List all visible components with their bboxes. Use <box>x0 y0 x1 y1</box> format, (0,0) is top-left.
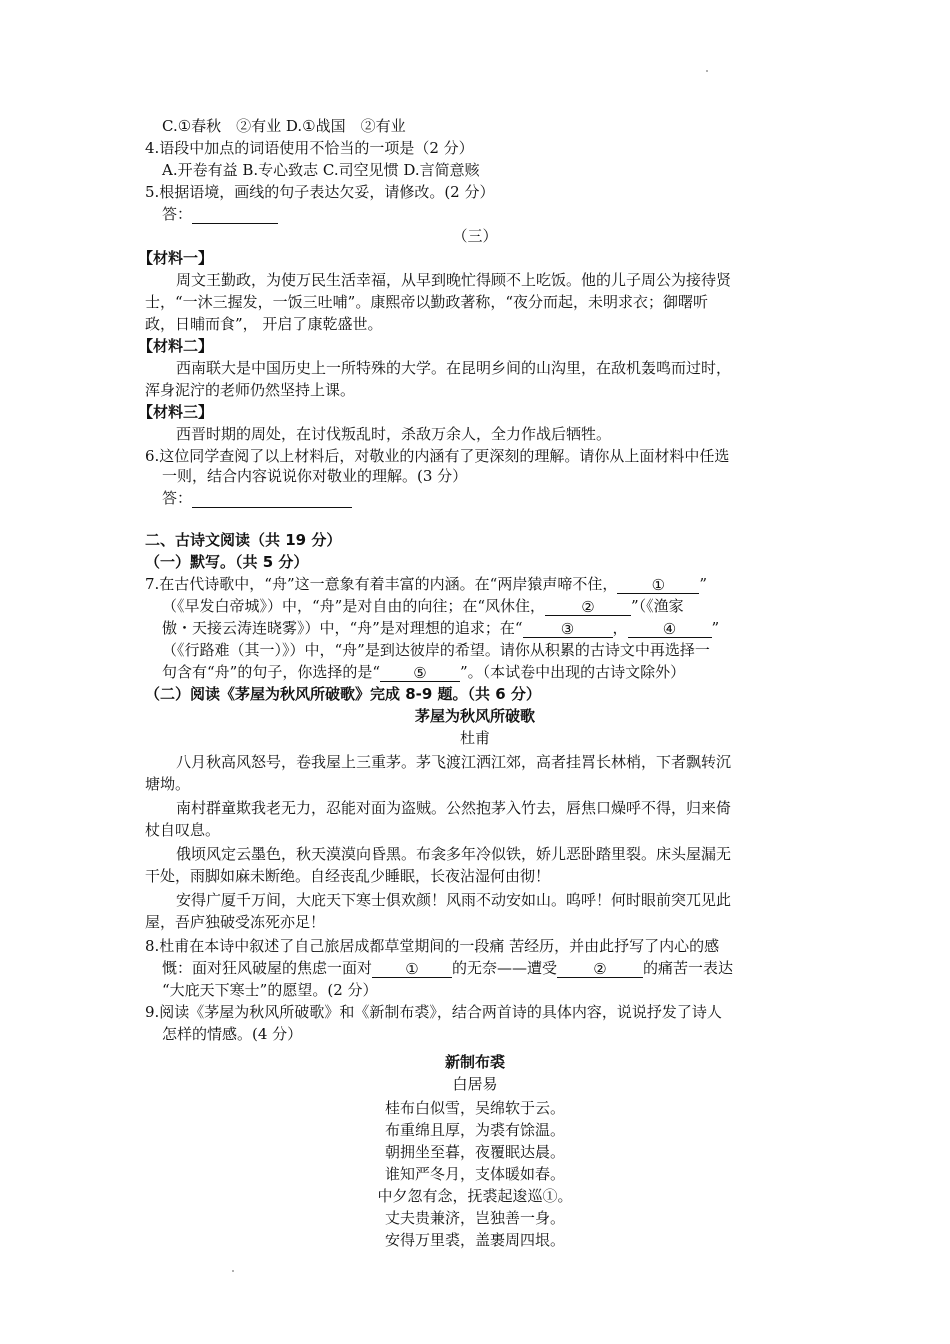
q7-text: ” <box>711 619 720 637</box>
q7-text: 句含有“舟”的句子，你选择的是“ <box>162 663 381 681</box>
material2-line: 浑身泥泞的老师仍然坚持上课。 <box>145 381 356 399</box>
q7-line <box>162 596 684 616</box>
q8-text: 慨：面对狂风破屋的焦虑一面对 <box>162 959 373 977</box>
section2-sub1: （一）默写。（共 5 分） <box>145 553 309 571</box>
poem1-line: 屋，吾庐独破受冻死亦足！ <box>145 913 326 931</box>
q7-line <box>145 574 707 594</box>
poem1-title: 茅屋为秋风所破歌 <box>414 707 535 725</box>
q8-line <box>162 958 733 978</box>
q7-text: ， <box>612 619 628 637</box>
q7-text: 7.在古代诗歌中，“舟”这一意象有着丰富的内涵。在“两岸猿声啼不住， <box>145 575 618 593</box>
poem2-line: 中夕忽有念，抚裘起逡巡①。 <box>377 1187 573 1205</box>
q7-line <box>162 662 685 682</box>
poem1-author: 杜甫 <box>459 729 490 747</box>
q7-line <box>162 618 719 638</box>
material1-line: 政，日晡而食”， 开启了康乾盛世。 <box>145 315 383 333</box>
q6-answer-blank[interactable] <box>192 489 352 508</box>
q9-stem: 怎样的情感。(4 分） <box>162 1025 303 1043</box>
material3-line: 西晋时期的周处，在讨伐叛乱时，杀敌万余人，全力作战后牺牲。 <box>176 425 612 443</box>
material1-line: 周文王勤政，为使万民生活幸福，从早到晚忙得顾不上吃饭。他的儿子周公为接待贤 <box>176 271 732 289</box>
poem1-line: 干处，雨脚如麻未断绝。自经丧乱少睡眠，长夜沾湿何由彻！ <box>145 867 551 885</box>
q7-text: ” <box>699 575 707 593</box>
q8-text: 的无奈——遭受 <box>452 959 558 977</box>
answer-label: 答： <box>162 205 193 223</box>
q5-answer <box>162 204 278 224</box>
material3-title: 【材料三】 <box>138 403 214 421</box>
q7-text: ”（《渔家 <box>631 597 684 615</box>
q6-answer <box>162 488 352 508</box>
poem1-line: 杖自叹息。 <box>145 821 221 839</box>
section2-sub2: （二）阅读《茅屋为秋风所破歌》完成 8-9 题。（共 6 分） <box>145 685 541 703</box>
q9-stem: 9.阅读《茅屋为秋风所破歌》和《新制布裘》，结合两首诗的具体内容，说说抒发了诗人 <box>145 1003 722 1021</box>
q5-answer-blank[interactable] <box>192 205 278 224</box>
poem1-line: 安得广厦千万间，大庇天下寒士俱欢颜！风雨不动安如山。呜呼！何时眼前突兀见此 <box>176 891 732 909</box>
poem2-line: 丈夫贵兼济，岂独善一身。 <box>384 1209 565 1227</box>
poem2-title: 新制布裘 <box>444 1053 505 1071</box>
section2-title: 二、古诗文阅读（共 19 分） <box>145 531 342 549</box>
poem2-line: 布重绵且厚，为裘有馀温。 <box>384 1121 565 1139</box>
q7-text: （《早发白帝城》）中，“舟”是对自由的向往；在“风休住， <box>162 597 546 615</box>
poem1-line: 俄顷风定云墨色，秋天漠漠向昏黑。布衾多年冷似铁，娇儿恶卧踏里裂。床头屋漏无 <box>176 845 732 863</box>
material2-title: 【材料二】 <box>138 337 214 355</box>
q8-line: “大庇天下寒士”的愿望。(2 分） <box>162 981 378 999</box>
q7-blank-4[interactable]: ④ <box>628 619 712 638</box>
q7-line: （《行路难（其一）》）中，“舟”是到达彼岸的希望。请你从积累的古诗文中再选择一 <box>162 641 710 659</box>
poem1-line: 八月秋高风怒号，卷我屋上三重茅。茅飞渡江洒江郊，高者挂罥长林梢，下者飘转沉 <box>176 753 732 771</box>
q6-stem: 6.这位同学查阅了以上材料后，对敬业的内涵有了更深刻的理解。请你从上面材料中任选 <box>145 447 730 465</box>
material2-line: 西南联大是中国历史上一所特殊的大学。在昆明乡间的山沟里，在敌机轰鸣而过时， <box>176 359 732 377</box>
scan-speck <box>232 1270 234 1272</box>
q8-stem: 8.杜甫在本诗中叙述了自己旅居成都草堂期间的一段痛 苦经历，并由此抒写了内心的感 <box>145 937 720 955</box>
q4-options: A.开卷有益 B.专心致志 C.司空见惯 D.言简意赅 <box>162 161 480 179</box>
poem2-author: 白居易 <box>452 1075 498 1093</box>
material1-title: 【材料一】 <box>138 249 214 267</box>
poem2-line: 安得万里裘，盖裹周四垠。 <box>384 1231 565 1249</box>
poem1-line: 塘坳。 <box>145 775 191 793</box>
q7-text: ”。（本试卷中出现的古诗文除外） <box>460 663 686 681</box>
q8-text: 的痛苦一表达 <box>643 959 734 977</box>
q7-blank-3[interactable]: ③ <box>523 619 613 638</box>
q7-blank-1[interactable]: ① <box>617 575 699 594</box>
q3-options-tail: C.①春秋 ②有业 D.①战国 ②有业 <box>162 117 406 135</box>
answer-label: 答： <box>162 489 193 507</box>
q7-blank-2[interactable]: ② <box>545 597 631 616</box>
q8-blank-2[interactable]: ② <box>557 959 643 978</box>
poem2-line: 朝拥坐至暮，夜覆眠达晨。 <box>384 1143 565 1161</box>
q7-blank-5[interactable]: ⑤ <box>380 663 460 682</box>
poem2-line: 谁知严冬月，支体暖如春。 <box>384 1165 565 1183</box>
poem1-line: 南村群童欺我老无力，忍能对面为盗贼。公然抱茅入竹去，唇焦口燥呼不得，归来倚 <box>176 799 732 817</box>
q4-stem: 4.语段中加点的词语使用不恰当的一项是（2 分） <box>145 139 474 157</box>
material1-line: 士，“一沐三握发，一饭三吐哺”。康熙帝以勤政著称，“夜分而起，未明求衣；御曙听 <box>145 293 709 311</box>
q8-blank-1[interactable]: ① <box>372 959 452 978</box>
q5-stem: 5.根据语境，画线的句子表达欠妥，请修改。(2 分） <box>145 183 495 201</box>
poem2-line: 桂布白似雪，吴绵软于云。 <box>384 1099 565 1117</box>
part3-heading: （三） <box>452 227 498 245</box>
q7-text: 傲・天接云涛连晓雾》）中，“舟”是对理想的追求；在“ <box>162 619 523 637</box>
scan-speck <box>706 70 708 72</box>
q6-stem: 一则，结合内容说说你对敬业的理解。(3 分） <box>162 467 468 485</box>
